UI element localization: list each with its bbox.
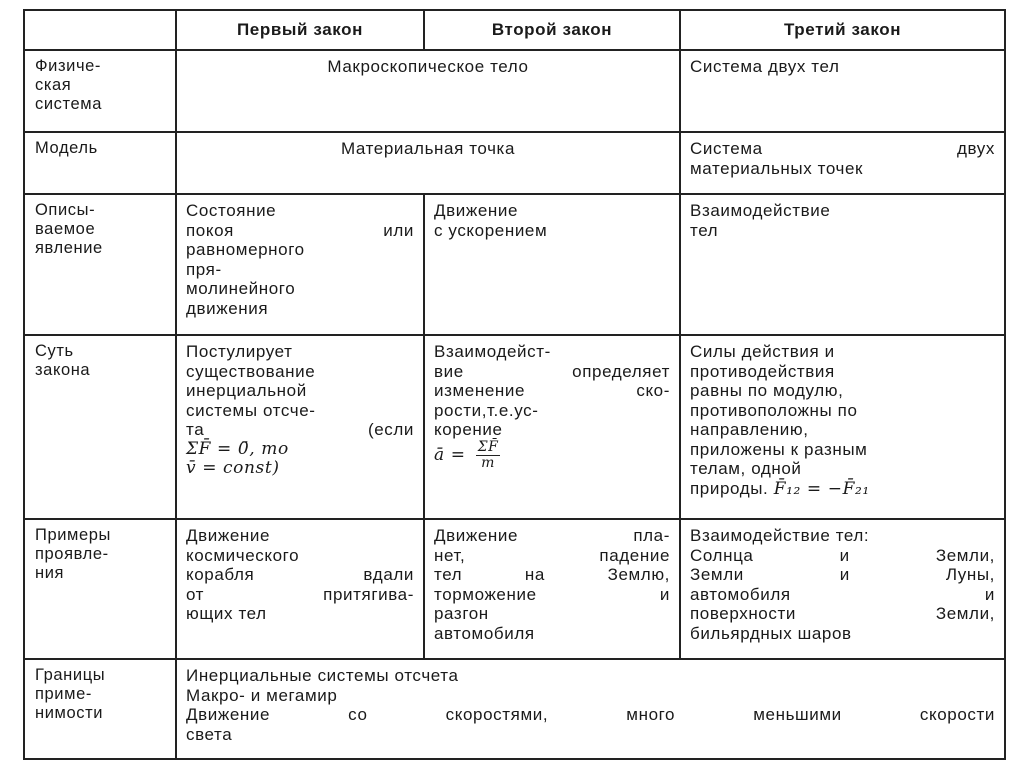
acceleration-formula: ā = $\frac{\Sigma F̄}{m}$ xyxy=(434,438,499,471)
limits-content: Инерциальные системы отсчета Макро- и мегамир Движение со скоростями, много меньшими скорости света xyxy=(176,659,1005,759)
corner-cell xyxy=(24,10,176,50)
row-label-limits: Границы приме- нимости xyxy=(24,659,176,759)
newton-laws-table xyxy=(23,9,1006,760)
row-examples xyxy=(24,519,1005,659)
row-label-physical-system: Физиче- ская система xyxy=(24,50,176,132)
essence-law-2: Взаимодейст- вие определяет изменение ско- рости,т.е.ус- корение ā = $\frac{\Sigma F̄}{m}$ xyxy=(424,335,680,519)
row-label-phenomenon: Описы- ваемое явление xyxy=(24,194,176,335)
row-label-examples: Примеры проявле- ния xyxy=(24,519,176,659)
phenomenon-law-1: Состояние покоя или равномерного пря- молинейного движения xyxy=(176,194,424,335)
essence-law-1: Постулирует существование инерциальной системы отсче- та (если ΣF̄ = 0̄, то v̄ = const) xyxy=(176,335,424,519)
row-physical-system xyxy=(24,50,1005,132)
row-model xyxy=(24,132,1005,194)
physical-system-law-3: Система двух тел xyxy=(680,50,1005,132)
header-second-law: Второй закон xyxy=(424,10,680,50)
header-row xyxy=(24,10,1005,50)
row-phenomenon xyxy=(24,194,1005,335)
row-label-essence: Суть закона xyxy=(24,335,176,519)
phenomenon-law-2: Движение с ускорением xyxy=(424,194,680,335)
model-law-3: Система двух материальных точек xyxy=(680,132,1005,194)
essence-law-3: Силы действия и противодействия равны по модулю, противоположны по направлению, приложены к разным телам, одной природы. F̄₁₂ = −F̄₂₁ xyxy=(680,335,1005,519)
examples-law-3: Взаимодействие тел: Солнца и Земли, Земли и Луны, автомобиля и поверхности Земли, бильярдных шаров xyxy=(680,519,1005,659)
third-law-formula: F̄₁₂ = −F̄₂₁ xyxy=(773,478,870,499)
physical-system-laws-1-2: Макроскопическое тело xyxy=(176,50,680,132)
header-third-law: Третий закон xyxy=(680,10,1005,50)
row-limits xyxy=(24,659,1005,759)
examples-law-1: Движение космического корабля вдали от притягива- ющих тел xyxy=(176,519,424,659)
model-laws-1-2: Материальная точка xyxy=(176,132,680,194)
row-label-model: Модель xyxy=(24,132,176,194)
header-first-law: Первый закон xyxy=(176,10,424,50)
examples-law-2: Движение пла- нет, падение тел на Землю, торможение и разгон автомобиля xyxy=(424,519,680,659)
phenomenon-law-3: Взаимодействие тел xyxy=(680,194,1005,335)
row-essence xyxy=(24,335,1005,519)
